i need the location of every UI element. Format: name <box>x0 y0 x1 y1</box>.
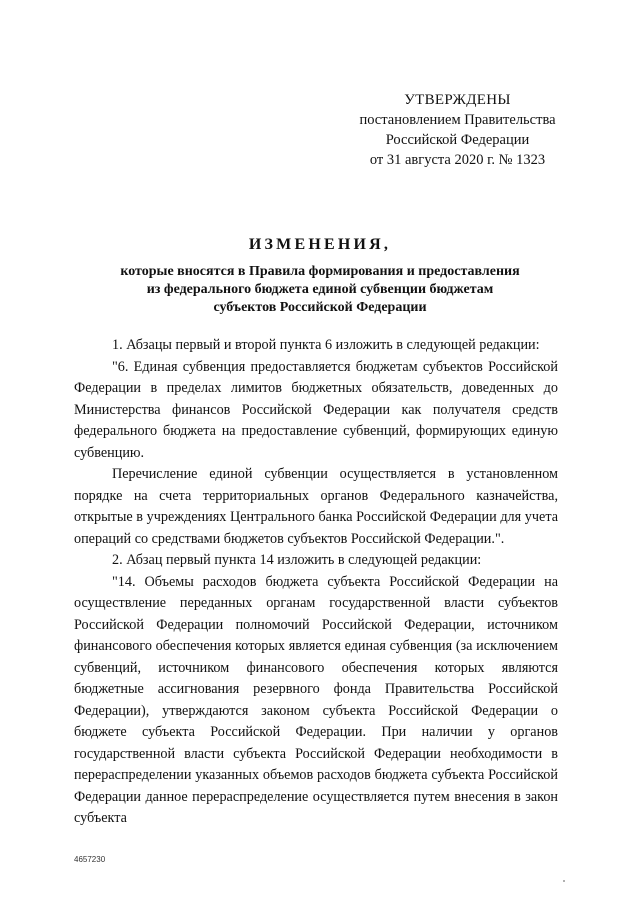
approval-line-2: Российской Федерации <box>385 132 530 148</box>
document-body <box>74 335 558 830</box>
subtitle-line-3: субъектов Российской Федерации <box>213 300 427 315</box>
paragraph-3: Перечисление единой субвенции осуществляется в установленном порядке на счета территориальных органов Федерального казначейства, открытые в учреждениях Центрального банка Российской Федерации для учета операций со средствами бюджетов субъектов Российской Федерации.". <box>74 466 558 547</box>
paragraph-5: "14. Объемы расходов бюджета субъекта Российской Федерации на осуществление переданных органам государственной власти субъектов Российской Федерации полномочий Российской Федерации, источником финансового обеспечения которых является единая субвенция (за исключением субвенций, источником финансового обеспечения которых являются бюджетные ассигнования резервного фонда Правительства Российской Федерации), утверждаются законом субъекта Российской Федерации о бюджете субъекта Российской Федерации. При наличии у органов государственной власти субъекта Российской Федерации необходимости в перераспределении указанных объемов расходов бюджета субъекта Российской Федерации данное перераспределение осуществляется путем внесения в закон субъекта <box>74 573 558 826</box>
document-title: ИЗМЕНЕНИЯ, <box>248 236 392 253</box>
scan-speck <box>563 880 565 882</box>
subtitle-line-2: из федерального бюджета единой субвенции бюджетам <box>146 282 494 297</box>
document-subtitle <box>80 263 560 317</box>
approval-stamp <box>330 90 585 170</box>
approval-line-3: от 31 августа 2020 г. № 1323 <box>369 152 546 168</box>
paragraph-4: 2. Абзац первый пункта 14 изложить в следующей редакции: <box>112 552 482 568</box>
paragraph-2: "6. Единая субвенция предоставляется бюджетам субъектов Российской Федерации в пределах лимитов бюджетных обязательств, доведенных до Министерства финансов Российской Федерации как получателя средств федерального бюджета на предоставление субвенций, формирующих единую субвенцию. <box>74 358 558 461</box>
document-number: 4657230 <box>74 855 106 864</box>
approval-heading: УТВЕРЖДЕНЫ <box>404 92 511 108</box>
approval-line-1: постановлением Правительства <box>359 112 556 128</box>
paragraph-1: 1. Абзацы первый и второй пункта 6 изложить в следующей редакции: <box>112 337 540 353</box>
subtitle-line-1: которые вносятся в Правила формирования и предоставления <box>120 264 520 279</box>
